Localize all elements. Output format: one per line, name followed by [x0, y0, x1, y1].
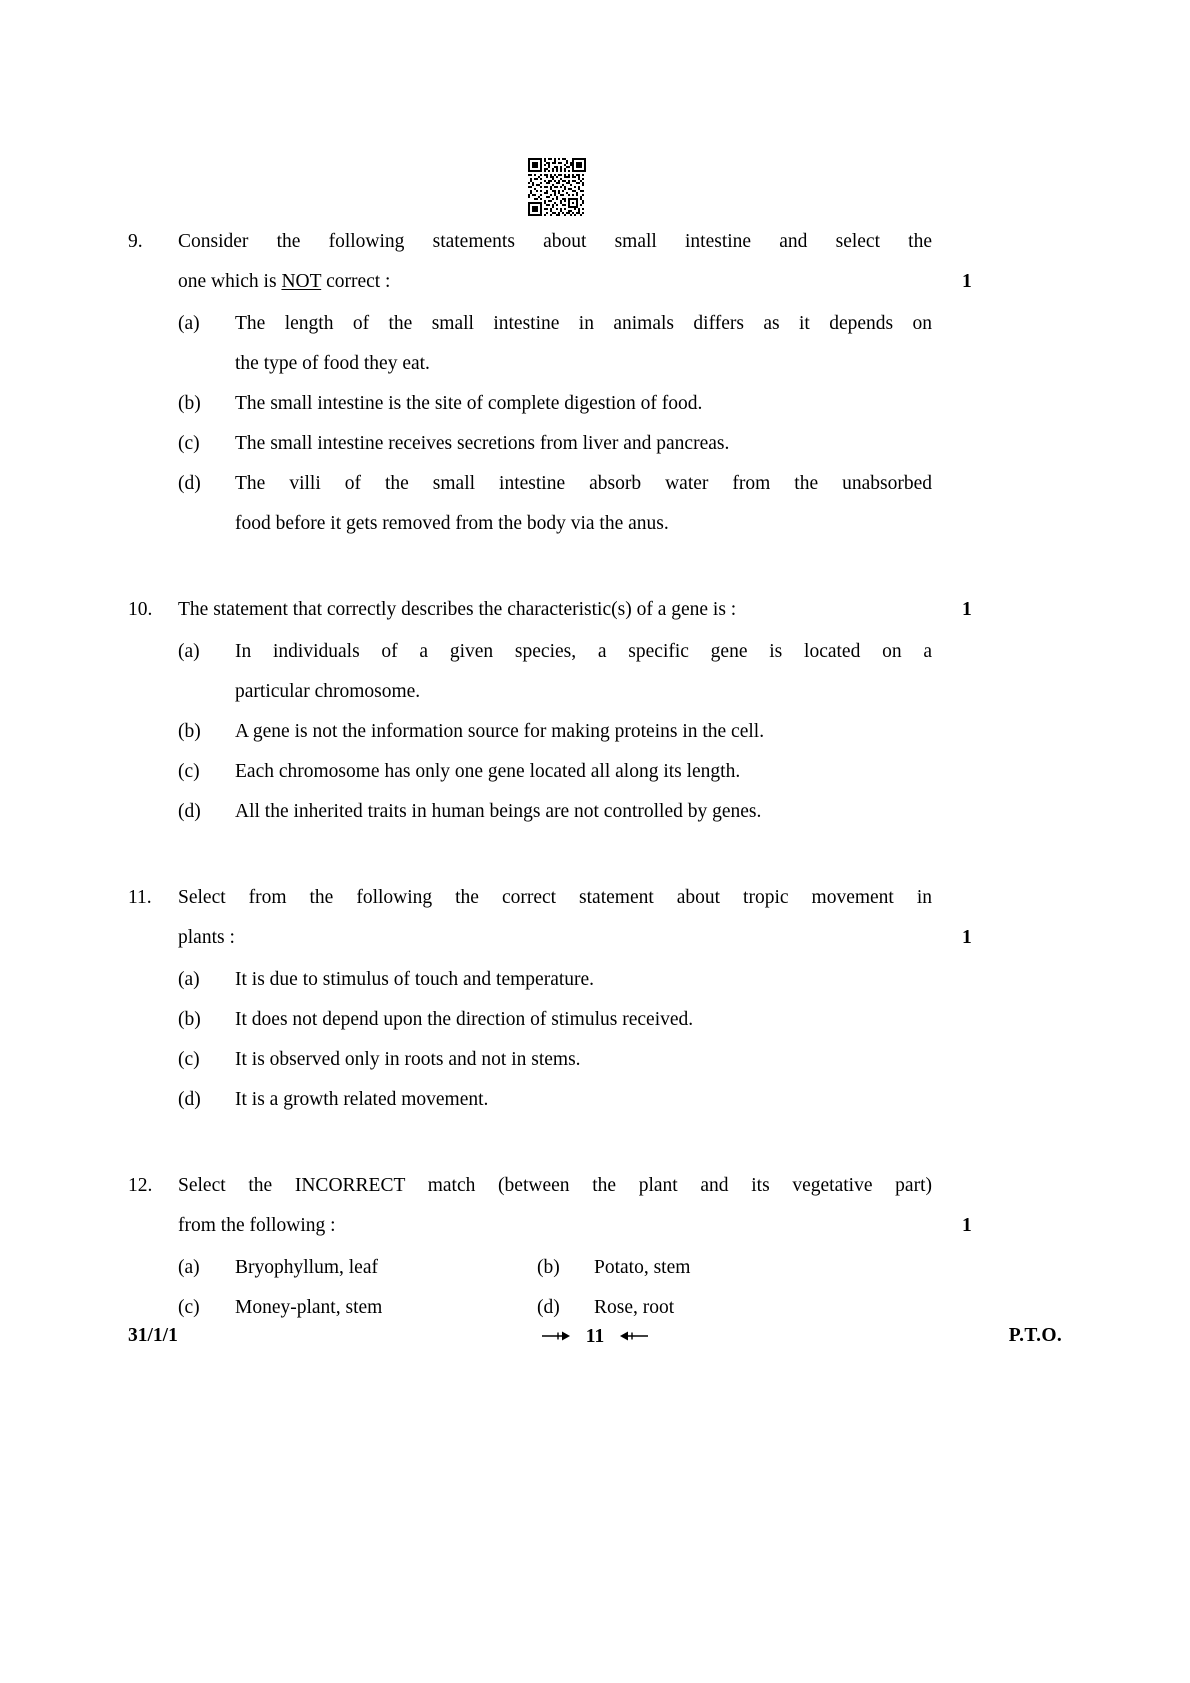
option-text: Bryophyllum, leaf	[235, 1257, 378, 1278]
question-block-10	[0, 590, 1190, 832]
option-text: The villi of the small intestine absorb water from the unabsorbed food before it gets removed from the body via the anus.	[235, 473, 932, 534]
question-stem	[178, 1166, 932, 1246]
qr-code-icon	[528, 158, 586, 216]
option-item[interactable]	[0, 960, 1190, 1000]
stem-line: Consider the following statements about small intestine and select the	[178, 231, 932, 252]
option-text: Money-plant, stem	[235, 1297, 383, 1318]
option-label: (d)	[178, 801, 201, 822]
option-label: (c)	[178, 433, 200, 454]
ornament-left-icon	[542, 1317, 572, 1357]
option-label: (c)	[178, 1297, 200, 1318]
option-text: It is a growth related movement.	[235, 1089, 489, 1110]
options-list	[0, 960, 1190, 1120]
options-list	[0, 304, 1190, 544]
option-text: A gene is not the information source for making proteins in the cell.	[235, 721, 765, 742]
stem-line: Select from the following the correct statement about tropic movement in	[178, 887, 932, 908]
option-item[interactable]	[0, 1000, 1190, 1040]
question-stem	[178, 590, 932, 630]
option-text: The small intestine is the site of complete digestion of food.	[235, 393, 703, 414]
option-item[interactable]	[0, 424, 1190, 464]
stem-line: one which is NOT correct :	[178, 271, 391, 292]
option-label: (b)	[537, 1257, 560, 1278]
option-label: (d)	[178, 1089, 201, 1110]
question-stem-row	[0, 878, 1190, 958]
question-spacer	[0, 544, 1190, 590]
stem-line: plants :	[178, 927, 235, 948]
option-item[interactable]	[0, 1080, 1190, 1120]
option-label: (a)	[178, 1257, 200, 1278]
emphasis-not: NOT	[281, 271, 322, 292]
option-text: Each chromosome has only one gene located all along its length.	[235, 761, 741, 782]
option-text: It is observed only in roots and not in stems.	[235, 1049, 581, 1070]
marks-value: 1	[962, 271, 972, 292]
option-text: The small intestine receives secretions from liver and pancreas.	[235, 433, 730, 454]
option-label: (c)	[178, 761, 200, 782]
option-item[interactable]	[0, 304, 1190, 384]
option-item[interactable]	[178, 1248, 538, 1288]
question-stem	[178, 222, 932, 302]
option-text: The length of the small intestine in animals differs as it depends on the type of food they eat.	[235, 313, 932, 374]
paper-code: 31/1/1	[128, 1325, 178, 1346]
option-item[interactable]	[0, 384, 1190, 424]
option-text: It does not depend upon the direction of stimulus received.	[235, 1009, 694, 1030]
question-block-12	[0, 1166, 1190, 1328]
option-text: In individuals of a given species, a specific gene is located on a particular chromosome.	[235, 641, 932, 702]
ornament-right-icon	[618, 1317, 648, 1357]
marks-value: 1	[962, 1215, 972, 1236]
pto-note: P.T.O.	[1008, 1325, 1062, 1346]
option-text: Rose, root	[594, 1297, 675, 1318]
question-stem	[178, 878, 932, 958]
question-number: 12.	[128, 1175, 153, 1196]
option-label: (c)	[178, 1049, 200, 1070]
question-spacer	[0, 832, 1190, 878]
page-footer	[0, 1316, 1190, 1356]
option-text: It is due to stimulus of touch and temperature.	[235, 969, 595, 990]
question-stem-row	[0, 590, 1190, 630]
option-item[interactable]	[0, 632, 1190, 712]
option-label: (a)	[178, 969, 200, 990]
marks-value: 1	[962, 599, 972, 620]
question-block-11	[0, 878, 1190, 1120]
option-item[interactable]	[0, 464, 1190, 544]
question-number: 11.	[128, 887, 152, 908]
option-item[interactable]	[0, 1040, 1190, 1080]
question-spacer	[0, 1120, 1190, 1166]
option-label: (d)	[178, 473, 201, 494]
questions-container	[0, 222, 1190, 1328]
option-item[interactable]	[0, 712, 1190, 752]
option-label: (b)	[178, 721, 201, 742]
options-list	[0, 632, 1190, 832]
option-label: (b)	[178, 1009, 201, 1030]
option-item[interactable]	[0, 792, 1190, 832]
question-stem-row	[0, 1166, 1190, 1246]
page-number: 11	[585, 1325, 605, 1347]
question-number: 10.	[128, 599, 153, 620]
option-label: (b)	[178, 393, 201, 414]
option-label: (a)	[178, 313, 200, 334]
option-item[interactable]	[537, 1248, 937, 1288]
option-text: Potato, stem	[594, 1257, 691, 1278]
marks-value: 1	[962, 927, 972, 948]
option-text: All the inherited traits in human beings are not controlled by genes.	[235, 801, 762, 822]
question-stem-row	[0, 222, 1190, 302]
option-label: (a)	[178, 641, 200, 662]
stem-line: from the following :	[178, 1215, 336, 1236]
option-label: (d)	[537, 1297, 560, 1318]
option-row	[0, 1248, 1190, 1288]
stem-line: The statement that correctly describes the characteristic(s) of a gene is :	[178, 599, 737, 620]
question-number: 9.	[128, 231, 143, 252]
question-block-9	[0, 222, 1190, 544]
stem-line: Select the INCORRECT match (between the plant and its vegetative part)	[178, 1175, 932, 1196]
option-item[interactable]	[0, 752, 1190, 792]
